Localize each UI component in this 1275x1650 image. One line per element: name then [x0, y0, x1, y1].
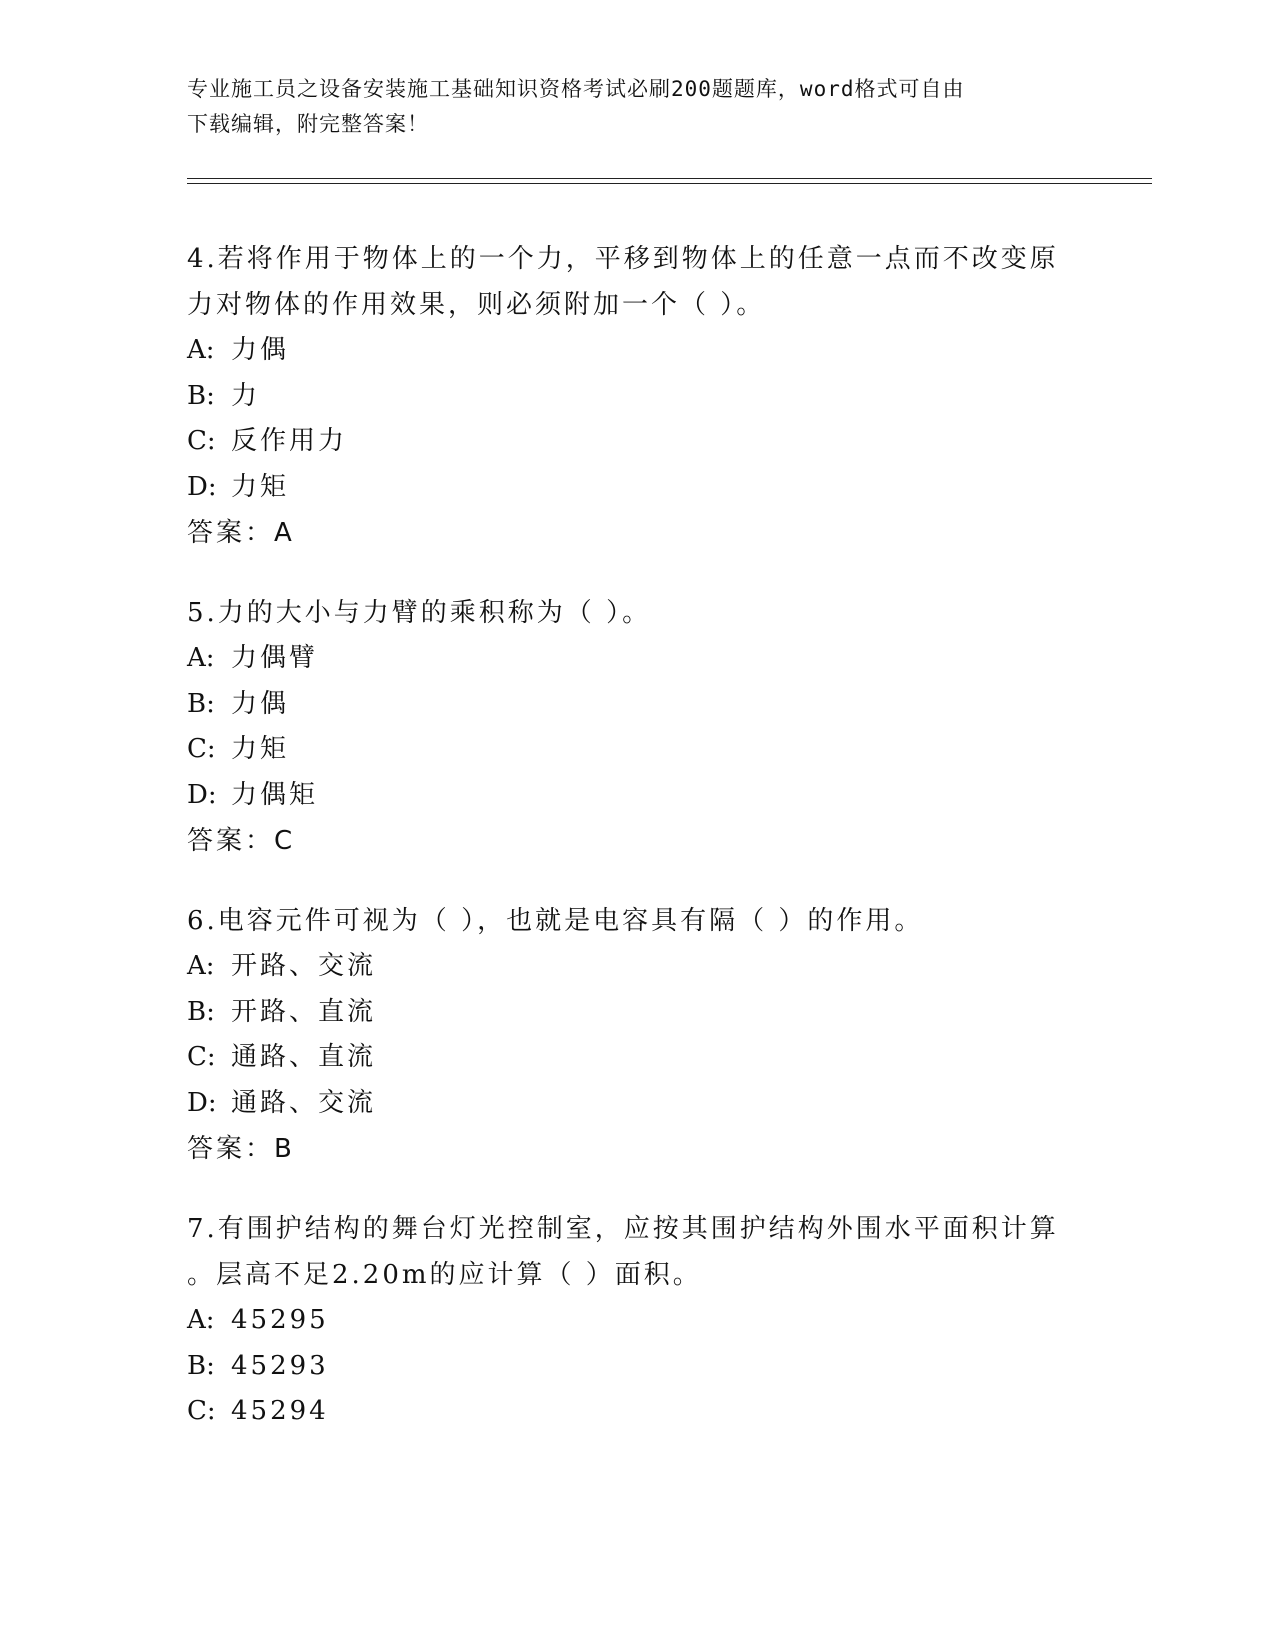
question-7	[187, 1206, 1067, 1435]
option-a	[187, 1298, 1067, 1344]
option-b	[187, 682, 1067, 728]
option-label: C:	[187, 734, 216, 764]
option-b	[187, 990, 1067, 1036]
option-c	[187, 419, 1067, 465]
option-text: 开路、直流	[231, 996, 377, 1027]
question-text-line: 6.电容元件可视为（ ），也就是电容具有隔（ ）的作用。	[187, 906, 924, 936]
question-6	[187, 898, 1067, 1172]
header-rule-bottom	[187, 183, 1152, 184]
option-text: 力偶矩	[231, 779, 319, 810]
option-text: 45295	[231, 1305, 329, 1335]
option-d	[187, 1081, 1067, 1127]
option-label: A:	[187, 1305, 215, 1335]
option-label: A:	[187, 335, 215, 365]
option-a	[187, 636, 1067, 682]
option-text: 力	[231, 380, 261, 411]
option-b	[187, 1344, 1067, 1390]
option-text: 45293	[231, 1350, 329, 1381]
question-text-line: 7.有围护结构的舞台灯光控制室，应按其围护结构外围水平面积计算	[187, 1214, 1059, 1244]
header-rule-top	[187, 178, 1152, 179]
option-label: B:	[187, 1350, 215, 1381]
option-label: C:	[187, 426, 216, 456]
option-d	[187, 465, 1067, 511]
header-line-2: 下载编辑，附完整答案！	[187, 112, 429, 136]
question-4	[187, 236, 1067, 556]
option-text: 力偶臂	[231, 643, 319, 673]
question-text-line: 4.若将作用于物体上的一个力，平移到物体上的任意一点而不改变原	[187, 244, 1059, 274]
question-5	[187, 590, 1067, 864]
option-text: 力矩	[231, 471, 290, 502]
answer-line: 答案：A	[187, 518, 295, 548]
question-text-line: 。层高不足2.20m的应计算（ ）面积。	[187, 1260, 702, 1290]
header-line-1: 专业施工员之设备安装施工基础知识资格考试必刷200题题库，word格式可自由	[187, 77, 965, 101]
question-text-line: 5.力的大小与力臂的乘积称为（ ）。	[187, 598, 652, 628]
document-header	[187, 72, 1067, 142]
option-text: 反作用力	[231, 426, 348, 456]
option-text: 通路、交流	[231, 1087, 377, 1118]
option-label: B:	[187, 380, 215, 411]
option-label: B:	[187, 688, 215, 719]
option-label: C:	[187, 1396, 216, 1426]
option-label: C:	[187, 1042, 216, 1072]
option-label: A:	[187, 643, 215, 673]
answer-line: 答案：C	[187, 826, 296, 856]
option-text: 力偶	[231, 688, 290, 719]
option-text: 力矩	[231, 734, 290, 764]
option-c	[187, 727, 1067, 773]
option-label: B:	[187, 996, 215, 1027]
option-c	[187, 1389, 1067, 1435]
question-text-line: 力对物体的作用效果，则必须附加一个（ ）。	[187, 290, 766, 320]
option-label: D:	[187, 471, 217, 502]
question-list	[187, 236, 1067, 1469]
option-text: 力偶	[231, 335, 290, 365]
answer-line: 答案：B	[187, 1134, 295, 1164]
option-text: 开路、交流	[231, 951, 377, 981]
option-label: D:	[187, 779, 217, 810]
option-label: A:	[187, 951, 215, 981]
option-label: D:	[187, 1087, 217, 1118]
option-b	[187, 374, 1067, 420]
option-d	[187, 773, 1067, 819]
option-a	[187, 328, 1067, 374]
option-a	[187, 944, 1067, 990]
option-c	[187, 1035, 1067, 1081]
option-text: 45294	[231, 1396, 329, 1426]
option-text: 通路、直流	[231, 1042, 377, 1072]
